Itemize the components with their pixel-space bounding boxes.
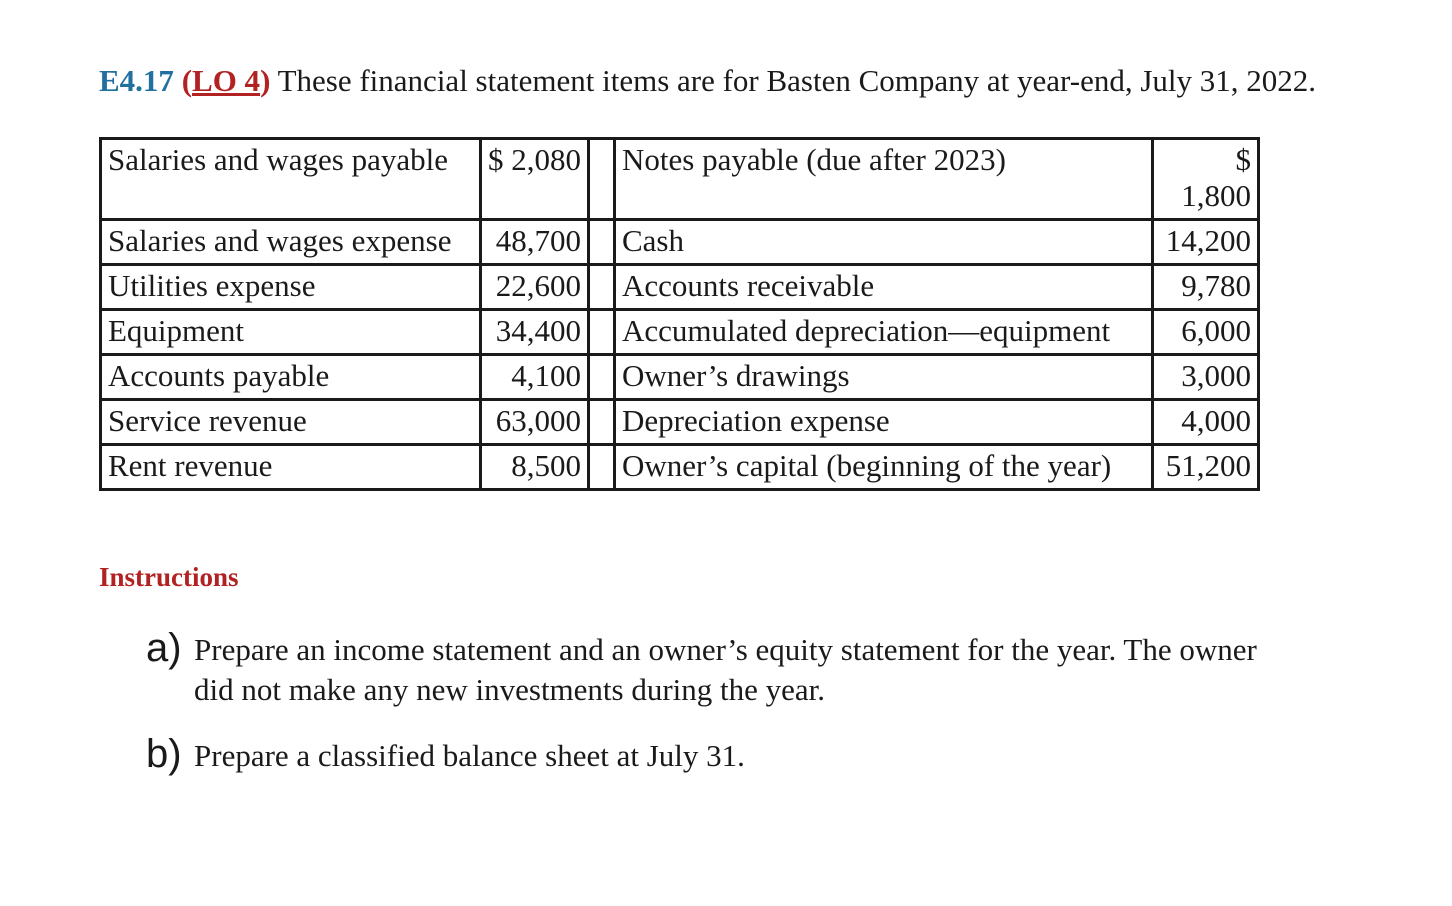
item-amount: 4,100	[481, 355, 589, 400]
item-amount: 8,500	[481, 445, 589, 490]
item-amount: 63,000	[481, 400, 589, 445]
heading-text: These financial statement items are for Basten Company at year-end, July 31, 2022.	[277, 63, 1317, 98]
item-amount: 14,200	[1153, 220, 1259, 265]
column-spacer	[589, 265, 615, 310]
item-label: Accumulated depreciation—equipment	[615, 310, 1153, 355]
item-label: Salaries and wages expense	[101, 220, 481, 265]
item-amount: 51,200	[1153, 445, 1259, 490]
item-label: Notes payable (due after 2023)	[615, 139, 1153, 220]
learning-objective-link[interactable]: LO 4	[192, 63, 261, 98]
item-amount: 3,000	[1153, 355, 1259, 400]
table-row	[101, 220, 1259, 265]
table-row	[101, 355, 1259, 400]
item-label: Owner’s capital (beginning of the year)	[615, 445, 1153, 490]
column-spacer	[589, 400, 615, 445]
item-label: Equipment	[101, 310, 481, 355]
column-spacer	[589, 310, 615, 355]
instruction-item	[146, 734, 1304, 776]
item-amount: 34,400	[481, 310, 589, 355]
item-amount: 9,780	[1153, 265, 1259, 310]
instructions-title: Instructions	[99, 562, 239, 592]
column-spacer	[589, 139, 615, 220]
instruction-text: Prepare an income statement and an owner’s equity statement for the year. The owner did not make any new investments during the year.	[194, 632, 1257, 707]
item-label: Accounts receivable	[615, 265, 1153, 310]
item-amount: 22,600	[481, 265, 589, 310]
item-amount: $ 2,080	[481, 139, 589, 220]
instruction-item	[146, 628, 1304, 710]
instruction-marker: b)	[146, 732, 182, 776]
item-label: Cash	[615, 220, 1153, 265]
column-spacer	[589, 445, 615, 490]
item-label: Utilities expense	[101, 265, 481, 310]
item-label: Service revenue	[101, 400, 481, 445]
column-spacer	[589, 355, 615, 400]
financial-items-table	[99, 137, 1260, 491]
instruction-text: Prepare a classified balance sheet at July 31.	[194, 738, 745, 773]
item-amount: 6,000	[1153, 310, 1259, 355]
column-spacer	[589, 220, 615, 265]
item-amount: 48,700	[481, 220, 589, 265]
item-amount: 4,000	[1153, 400, 1259, 445]
item-label: Salaries and wages payable	[101, 139, 481, 220]
table-row	[101, 265, 1259, 310]
table-row	[101, 139, 1259, 220]
item-label: Rent revenue	[101, 445, 481, 490]
item-amount: $ 1,800	[1153, 139, 1259, 220]
item-label: Accounts payable	[101, 355, 481, 400]
table-row	[101, 400, 1259, 445]
instruction-marker: a)	[146, 626, 182, 670]
exercise-number: E4.17	[99, 63, 174, 98]
table-row	[101, 310, 1259, 355]
exercise-heading	[99, 62, 1339, 99]
learning-objective: (LO 4)	[181, 63, 271, 98]
item-label: Depreciation expense	[615, 400, 1153, 445]
table-row	[101, 445, 1259, 490]
item-label: Owner’s drawings	[615, 355, 1153, 400]
